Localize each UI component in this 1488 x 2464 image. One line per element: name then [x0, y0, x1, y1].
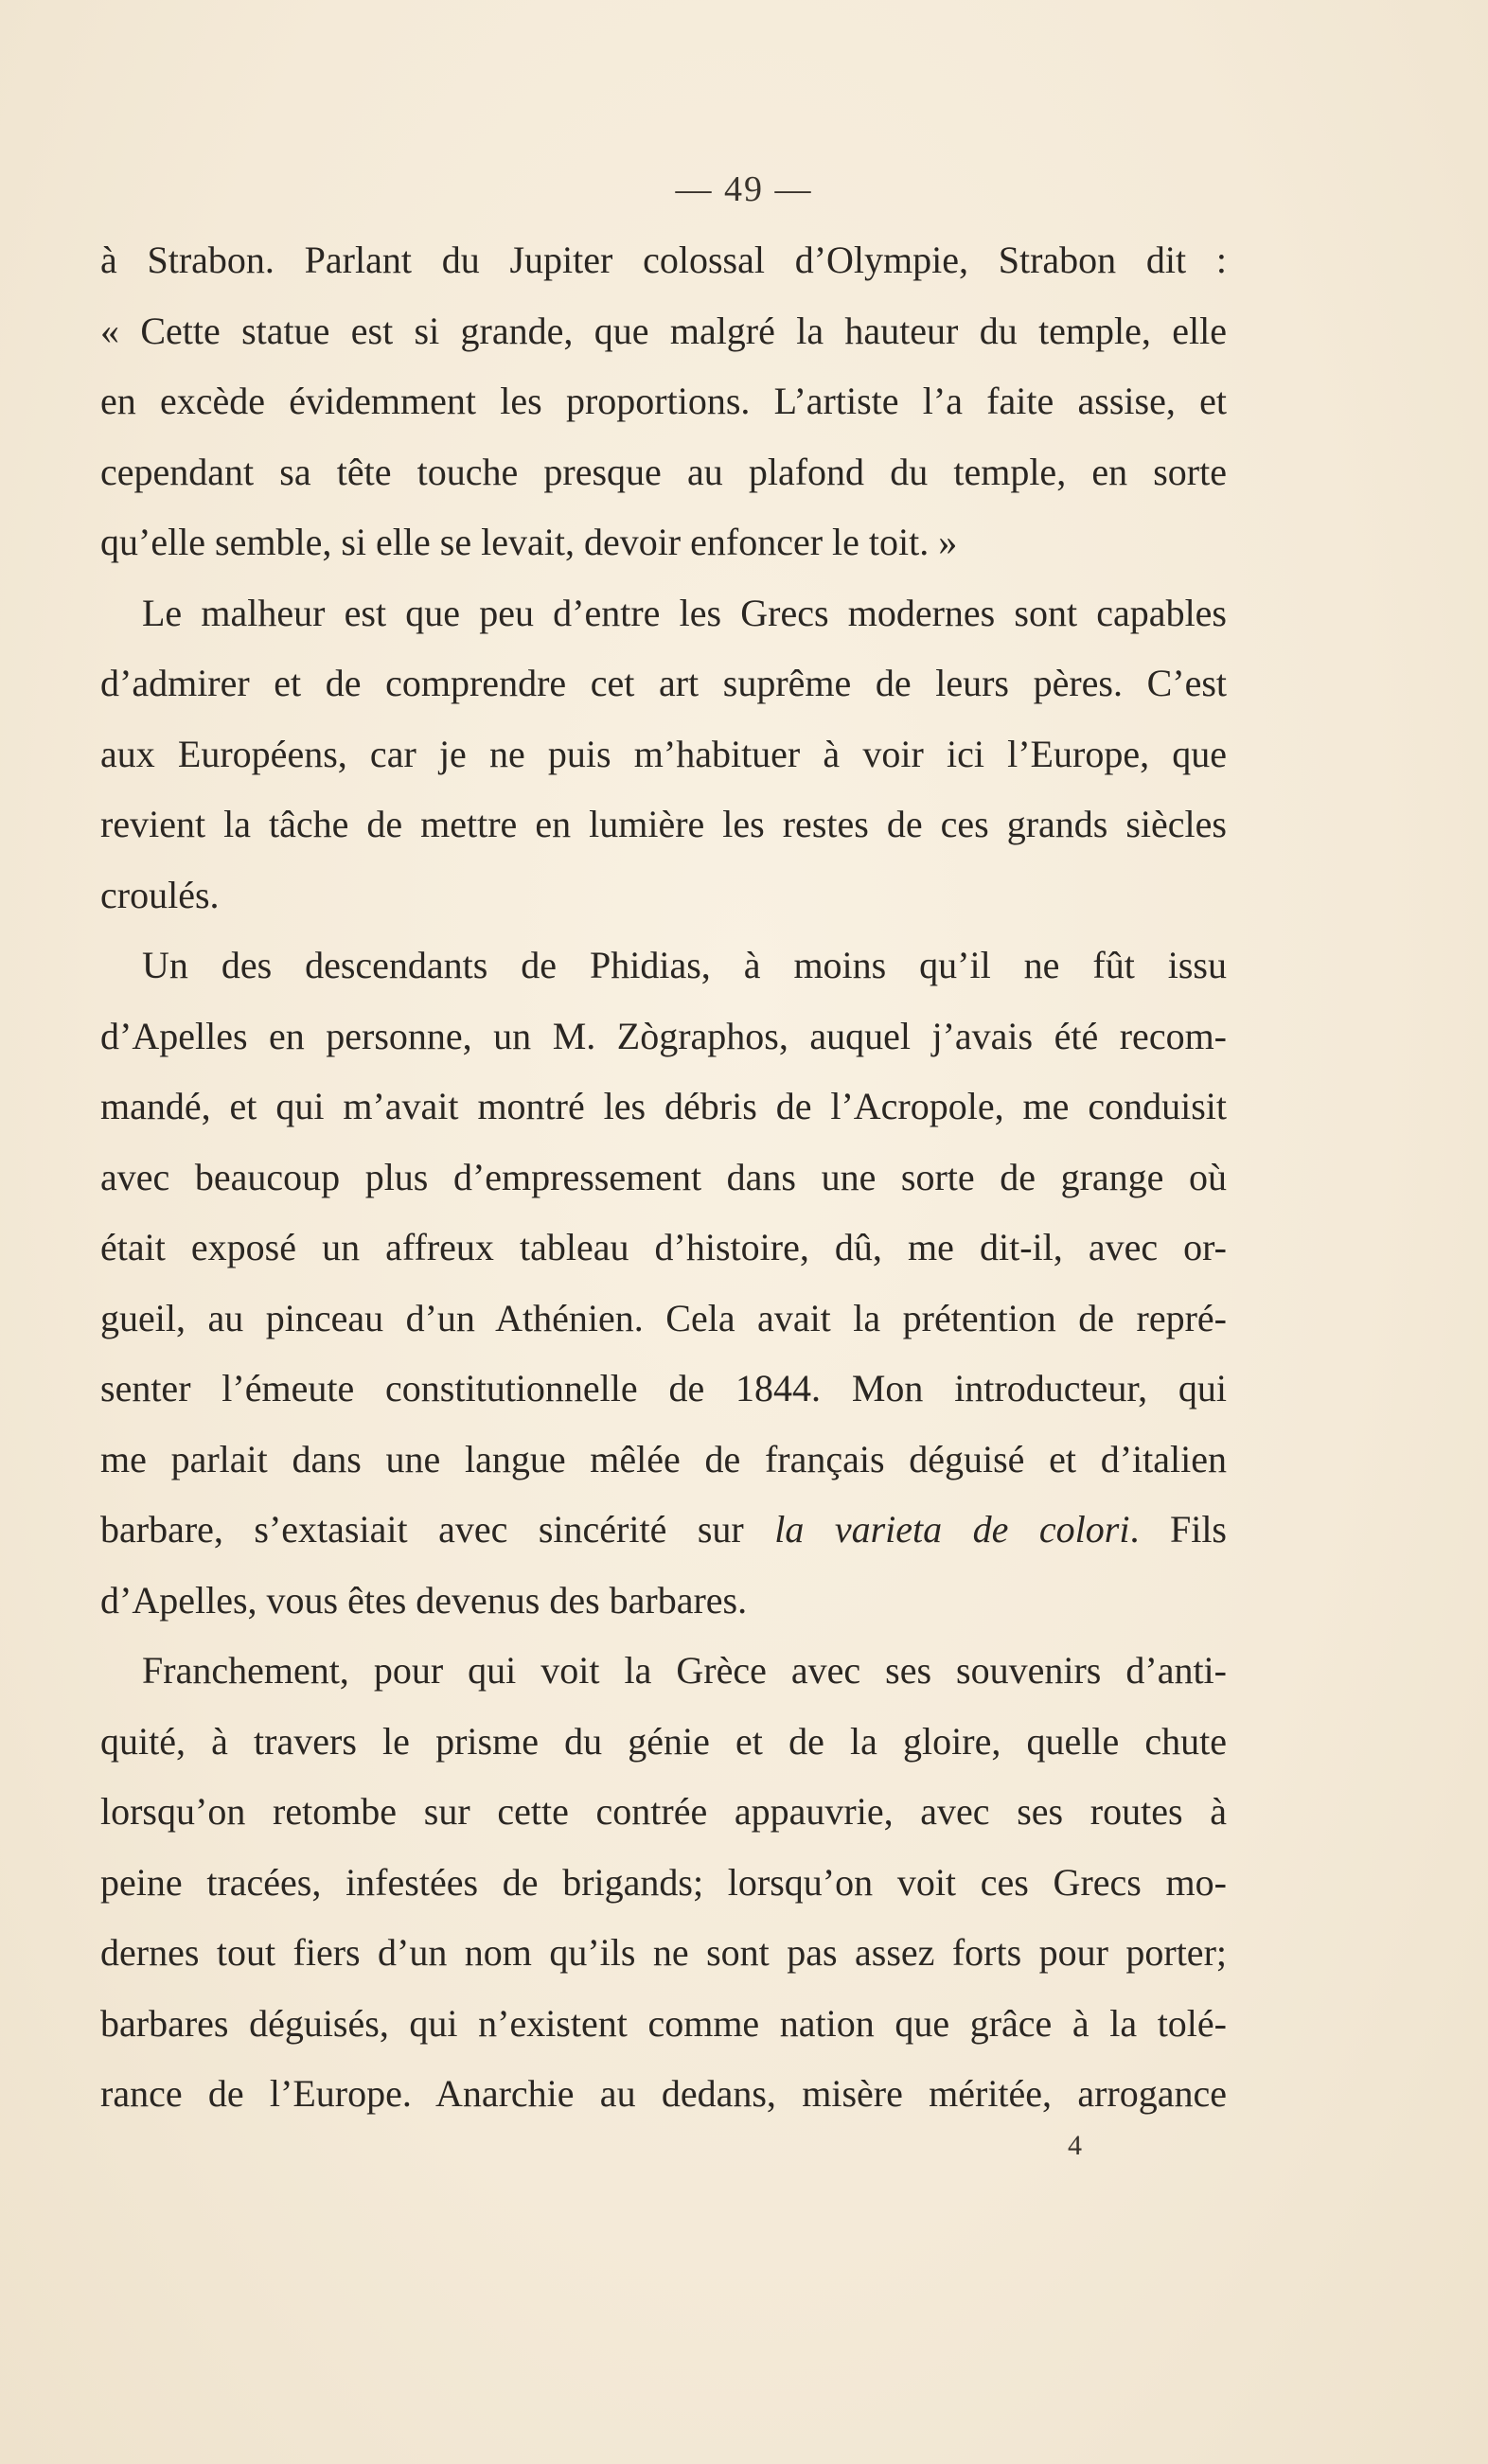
- text-line: Franchement, pour qui voit la Grèce avec ses souvenirs d’anti-: [142, 1649, 1227, 1692]
- text-line: d’admirer et de comprendre cet art suprême de leurs pères. C’est: [100, 662, 1227, 704]
- text-line: barbare, s’extasiait avec sincérité sur la varieta de colori. Fils: [100, 1508, 1227, 1551]
- text-line: rance de l’Europe. Anarchie au dedans, misère méritée, arrogance: [100, 2072, 1227, 2115]
- text-line: lorsqu’on retombe sur cette contrée appauvrie, avec ses routes à: [100, 1790, 1227, 1833]
- italic-phrase: la varieta de colori: [774, 1508, 1130, 1551]
- text-line: était exposé un affreux tableau d’histoire, dû, me dit-il, avec or-: [100, 1226, 1227, 1268]
- text-line: d’Apelles, vous êtes devenus des barbares.: [100, 1578, 748, 1622]
- text-line: revient la tâche de mettre en lumière les restes de ces grands siècles: [100, 803, 1227, 845]
- text-line: croulés.: [100, 873, 220, 916]
- text-line: mandé, et qui m’avait montré les débris de l’Acropole, me conduisit: [100, 1085, 1227, 1127]
- text-line: gueil, au pinceau d’un Athénien. Cela avait la prétention de repré-: [100, 1296, 1227, 1339]
- text-line: dernes tout fiers d’un nom qu’ils ne sont pas assez forts pour porter;: [100, 1931, 1227, 1974]
- signature-mark: 4: [1068, 2130, 1082, 2161]
- text-line: Un des descendants de Phidias, à moins qu’il ne fût issu: [142, 944, 1227, 986]
- page-number: — 49 —: [675, 169, 813, 209]
- text-line: cependant sa tête touche presque au plafond du temple, en sorte: [100, 450, 1227, 493]
- text-line: barbares déguisés, qui n’existent comme nation que grâce à la tolé-: [100, 2001, 1227, 2045]
- text-line: « Cette statue est si grande, que malgré la hauteur du temple, elle: [100, 309, 1227, 352]
- text-line: peine tracées, infestées de brigands; lorsqu’on voit ces Grecs mo-: [100, 1860, 1227, 1904]
- text-line: aux Européens, car je ne puis m’habituer à voir ici l’Europe, que: [100, 732, 1227, 775]
- text-line: Le malheur est que peu d’entre les Grecs modernes sont capables: [142, 591, 1227, 634]
- text-line: me parlait dans une langue mêlée de français déguisé et d’italien: [100, 1437, 1227, 1480]
- text-line: en excède évidemment les proportions. L’artiste l’a faite assise, et: [100, 380, 1227, 422]
- text-line: senter l’émeute constitutionnelle de 1844. Mon introducteur, qui: [100, 1367, 1227, 1409]
- text-line: d’Apelles en personne, un M. Zògraphos, auquel j’avais été recom-: [100, 1014, 1227, 1057]
- text-line: à Strabon. Parlant du Jupiter colossal d’Olympie, Strabon dit :: [100, 239, 1227, 281]
- text-line: quité, à travers le prisme du génie et de la gloire, quelle chute: [100, 1719, 1227, 1763]
- text-line: qu’elle semble, si elle se levait, devoir enfoncer le toit. »: [100, 521, 958, 563]
- body-text: [100, 225, 1227, 2130]
- text-line: avec beaucoup plus d’empressement dans une sorte de grange où: [100, 1155, 1227, 1198]
